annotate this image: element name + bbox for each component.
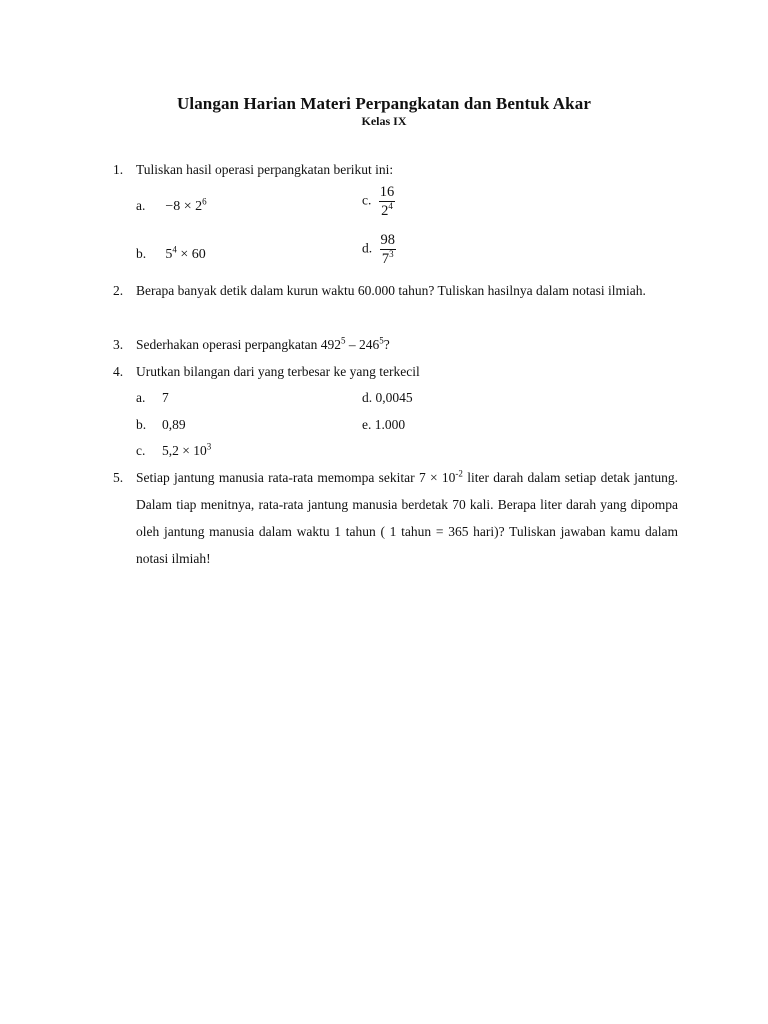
option-value: $5,2 \times 10^3$ bbox=[162, 441, 212, 458]
question-1 bbox=[113, 156, 678, 183]
question-number: 1. bbox=[113, 162, 124, 177]
question-number: 5. bbox=[113, 470, 124, 485]
question-number: 2. bbox=[113, 283, 124, 298]
option-value: 0,0045 bbox=[375, 390, 413, 405]
question-text: Berapa banyak detik dalam kurun waktu 60.000 tahun? Tuliskan hasilnya dalam notasi ilmiah. bbox=[136, 283, 646, 298]
question-text: Tuliskan hasil operasi perpangkatan berikut ini: bbox=[136, 162, 394, 177]
q4-option-d bbox=[362, 388, 413, 408]
question-text: Urutkan bilangan dari yang terbesar ke yang terkecil bbox=[136, 364, 420, 379]
question-text: Setiap jantung manusia rata-rata memompa sekitar $7 \times 10^{-2}$ liter darah dalam setiap detak jantung. Dalam tiap menitnya, rata-rata jantung manusia berdetak 70 kali. Berapa liter darah yang dipompa oleh jantung manusia dalam waktu 1 tahun ( 1 tahun = 365 hari)? Tuliskan jawaban kamu dalam notasi ilmiah! bbox=[136, 468, 678, 566]
page-title: Ulangan Harian Materi Perpangkatan dan Bentuk Akar bbox=[177, 94, 591, 113]
q1-option-b bbox=[136, 244, 206, 265]
option-label: a. bbox=[136, 390, 146, 405]
option-value: 1.000 bbox=[374, 417, 406, 432]
question-3 bbox=[113, 331, 678, 358]
question-5 bbox=[113, 464, 678, 572]
option-label: d. bbox=[362, 390, 373, 405]
fraction: $\frac{16}{2^4}$ bbox=[379, 184, 395, 219]
option-value: 7 bbox=[162, 390, 169, 405]
q4-option-b bbox=[136, 415, 186, 435]
q4-option-a bbox=[136, 388, 169, 408]
q4-option-c bbox=[136, 441, 211, 461]
question-number: 4. bbox=[113, 364, 124, 379]
question-4 bbox=[113, 358, 678, 385]
fraction: $\frac{98}{7^3}$ bbox=[380, 232, 395, 267]
option-label: c. bbox=[362, 192, 372, 208]
q4-option-e bbox=[362, 415, 405, 435]
question-number: 3. bbox=[113, 337, 124, 352]
option-expression: $5^4 \times 60$ bbox=[165, 244, 206, 262]
q1-option-a bbox=[136, 196, 207, 217]
q1-option-d bbox=[362, 231, 396, 268]
option-label: e. bbox=[362, 417, 372, 432]
option-expression: $-8 \times 2^6$ bbox=[165, 196, 207, 214]
page-subtitle: Kelas IX bbox=[361, 114, 407, 128]
option-label: c. bbox=[136, 443, 146, 458]
option-value: 0,89 bbox=[162, 417, 186, 432]
q1-option-c bbox=[362, 183, 395, 220]
question-text: Sederhakan operasi perpangkatan $492^5 - 246^5$? bbox=[136, 335, 390, 352]
option-label: b. bbox=[136, 246, 147, 261]
question-2 bbox=[113, 277, 678, 304]
option-label: d. bbox=[362, 240, 373, 256]
option-label: b. bbox=[136, 417, 147, 432]
option-label: a. bbox=[136, 198, 146, 213]
